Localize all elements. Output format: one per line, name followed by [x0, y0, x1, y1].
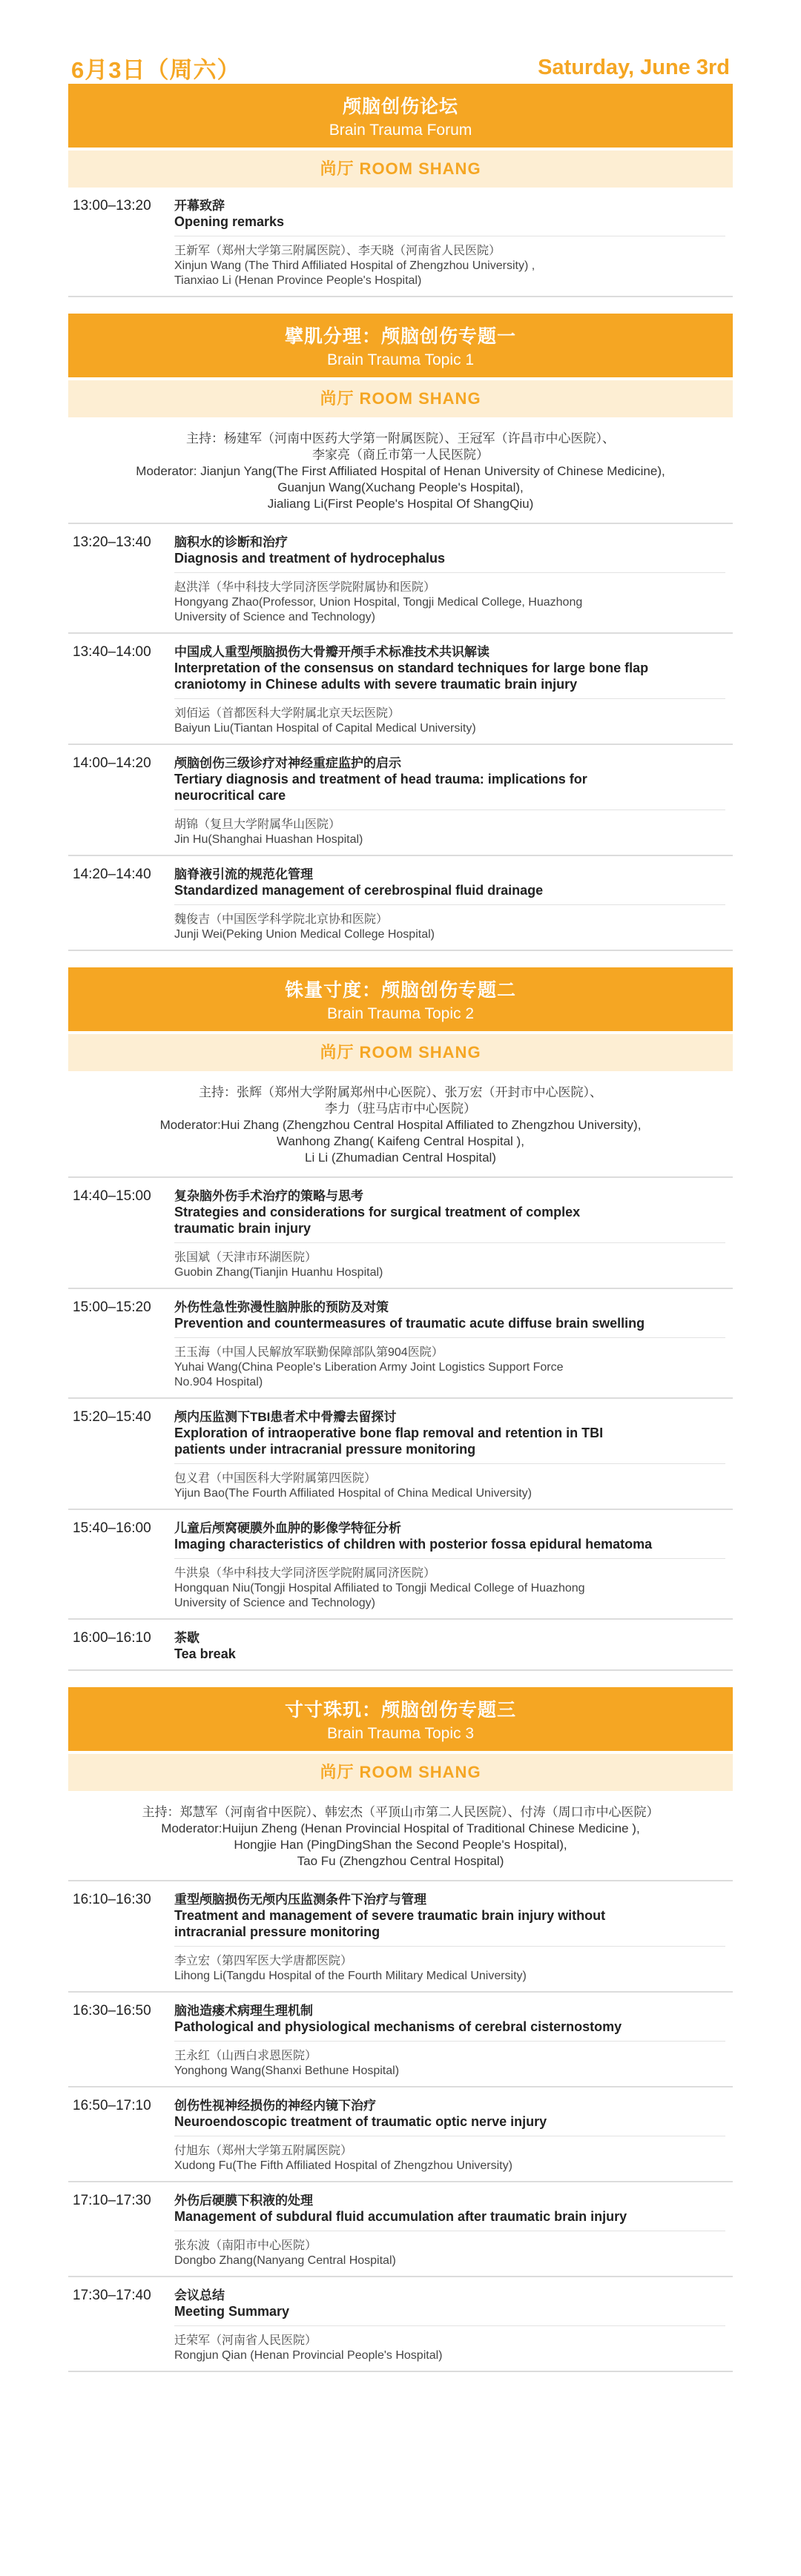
schedule-item — [68, 524, 733, 634]
session-time: 16:50–17:10 — [73, 2098, 151, 2113]
forum-room-banner: 尚厅 ROOM SHANG — [68, 150, 733, 188]
session-title-en: Tea break — [174, 1646, 236, 1661]
session-title-en: Pathological and physiological mechanisms of cerebral cisternostomy — [174, 2019, 622, 2034]
forum-title-zh: 颅脑创伤论坛 — [342, 96, 458, 117]
schedule-item — [68, 1993, 733, 2087]
schedule-item — [68, 1399, 733, 1510]
topic2-title-zh: 铢量寸度：颅脑创伤专题二 — [284, 980, 516, 1001]
date-chinese: 6月3日（周六） — [71, 56, 241, 83]
session-title-zh: 复杂脑外伤手术治疗的策略与思考 — [174, 1189, 363, 1203]
session-speakers: 赵洪洋（华中科技大学同济医学院附属协和医院） Hongyang Zhao(Professor, Union Hospital, Tongji Medical College, Huazhong University of Science and Technology) — [174, 572, 725, 625]
topic1-title-en: Brain Trauma Topic 1 — [326, 351, 475, 368]
session-speakers: 张东波（南阳市中心医院） Dongbo Zhang(Nanyang Central Hospital) — [174, 2231, 725, 2268]
session-time: 15:40–16:00 — [73, 1520, 151, 1536]
session-title-zh: 开幕致辞 — [174, 199, 225, 213]
schedule-item — [68, 745, 733, 856]
session-speakers: 付旭东（郑州大学第五附属医院） Xudong Fu(The Fifth Affiliated Hospital of Zhengzhou University) — [174, 2136, 725, 2173]
date-row — [71, 50, 730, 85]
topic3-header — [68, 1687, 733, 1751]
topic1-header — [68, 314, 733, 377]
session-body — [174, 534, 733, 625]
session-time: 13:00–13:20 — [73, 198, 151, 213]
session-title-zh: 会议总结 — [174, 2288, 225, 2302]
topic2-moderators: 主持：张辉（郑州大学附属郑州中心医院）、张万宏（开封市中心医院）、 李力（驻马店市中心医院） Moderator:Hui Zhang (Zhengzhou Central Hospital Affiliated to Zhengzhou University), Wanhong Zhang( Kaifeng Central Hospital ), Li Li (Zhumadian Central Hospital) — [68, 1071, 733, 1178]
schedule-item — [68, 188, 733, 297]
session-body — [174, 2288, 733, 2363]
schedule-item — [68, 1178, 733, 1289]
session-title-zh: 外伤后硬膜下积液的处理 — [174, 2193, 313, 2208]
session-time: 16:10–16:30 — [73, 1892, 151, 1907]
topic3-title-en: Brain Trauma Topic 3 — [326, 1725, 475, 1742]
topic3-items — [68, 1881, 733, 2372]
topic1-title-zh: 擘肌分理：颅脑创伤专题一 — [284, 326, 516, 347]
session-speakers: 王新军（郑州大学第三附属医院）、李天晓（河南省人民医院） Xinjun Wang (The Third Affiliated Hospital of Zhengzhou University) , Tianxiao Li (Henan Province People's Hospital) — [174, 236, 725, 288]
session-title-en: Standardized management of cerebrospinal fluid drainage — [174, 883, 544, 898]
session-title-en: Imaging characteristics of children with posterior fossa epidural hematoma — [174, 1537, 653, 1552]
session-time: 14:40–15:00 — [73, 1188, 151, 1204]
schedule-item — [68, 1620, 733, 1671]
session-speakers: 李立宏（第四军医大学唐都医院） Lihong Li(Tangdu Hospital of the Fourth Military Medical University) — [174, 1946, 725, 1984]
session-body — [174, 755, 733, 847]
session-speakers: 张国斌（天津市环湖医院） Guobin Zhang(Tianjin Huanhu Hospital) — [174, 1242, 725, 1280]
session-body — [174, 1630, 733, 1662]
session-title-zh: 脑积水的诊断和治疗 — [174, 535, 288, 549]
session-time: 16:00–16:10 — [73, 1630, 151, 1646]
topic2-items — [68, 1178, 733, 1671]
topic1-items — [68, 524, 733, 951]
program-schedule — [68, 84, 733, 2372]
session-title-zh: 儿童后颅窝硬膜外血肿的影像学特征分析 — [174, 1521, 401, 1535]
session-title-en: Treatment and management of severe traumatic brain injury without intracranial pressure monitoring — [174, 1908, 606, 1939]
schedule-item — [68, 2277, 733, 2372]
session-speakers: 胡锦（复旦大学附属华山医院） Jin Hu(Shanghai Huashan Hospital) — [174, 809, 725, 847]
session-body — [174, 2098, 733, 2173]
session-body — [174, 1892, 733, 1984]
session-title-zh: 脑池造瘘术病理生理机制 — [174, 2004, 313, 2018]
schedule-item — [68, 856, 733, 951]
date-english: Saturday, June 3rd — [538, 55, 730, 79]
session-speakers: 王玉海（中国人民解放军联勤保障部队第904医院） Yuhai Wang(China People's Liberation Army Joint Logistics Support Force No.904 Hospital) — [174, 1337, 725, 1390]
session-time: 14:20–14:40 — [73, 867, 151, 882]
session-body — [174, 1188, 733, 1280]
session-body — [174, 198, 733, 288]
session-title-en: Prevention and countermeasures of traumatic acute diffuse brain swelling — [174, 1316, 645, 1331]
session-time: 13:40–14:00 — [73, 644, 151, 660]
session-title-en: Diagnosis and treatment of hydrocephalus — [174, 551, 446, 566]
topic2-header — [68, 967, 733, 1031]
forum-title-en: Brain Trauma Forum — [329, 122, 472, 139]
session-speakers: 迁荣军（河南省人民医院） Rongjun Qian (Henan Provincial People's Hospital) — [174, 2325, 725, 2363]
topic2-room-banner: 尚厅 ROOM SHANG — [68, 1034, 733, 1071]
session-time: 13:20–13:40 — [73, 534, 151, 550]
session-body — [174, 1520, 733, 1611]
session-title-zh: 脑脊液引流的规范化管理 — [174, 867, 313, 881]
session-title-zh: 中国成人重型颅脑损伤大骨瓣开颅手术标准技术共识解读 — [174, 645, 490, 659]
topic3-title-zh: 寸寸珠玑：颅脑创伤专题三 — [284, 1700, 516, 1721]
session-time: 15:20–15:40 — [73, 1409, 151, 1425]
schedule-item — [68, 2182, 733, 2277]
session-speakers: 包义君（中国医科大学附属第四医院） Yijun Bao(The Fourth Affiliated Hospital of China Medical University) — [174, 1463, 725, 1501]
topic1-room-banner: 尚厅 ROOM SHANG — [68, 380, 733, 417]
session-title-en: Interpretation of the consensus on standard techniques for large bone flap craniotomy in Chinese adults with severe traumatic brain injury — [174, 660, 649, 692]
session-title-en: Exploration of intraoperative bone flap removal and retention in TBI patients under intracranial pressure monitoring — [174, 1426, 604, 1457]
session-body — [174, 644, 733, 736]
session-body — [174, 1299, 733, 1390]
session-body — [174, 867, 733, 942]
session-body — [174, 2193, 733, 2268]
session-time: 14:00–14:20 — [73, 755, 151, 771]
schedule-item — [68, 1881, 733, 1993]
session-body — [174, 2003, 733, 2079]
session-title-zh: 颅内压监测下TBI患者术中骨瓣去留探讨 — [174, 1410, 397, 1424]
session-title-zh: 外伤性急性弥漫性脑肿胀的预防及对策 — [174, 1300, 389, 1314]
session-time: 17:10–17:30 — [73, 2193, 151, 2208]
schedule-item — [68, 1510, 733, 1620]
session-speakers: 王永红（山西白求恩医院） Yonghong Wang(Shanxi Bethune Hospital) — [174, 2041, 725, 2079]
schedule-item — [68, 2087, 733, 2182]
topic1-moderators: 主持：杨建军（河南中医药大学第一附属医院）、王冠军（许昌市中心医院）、 李家亮（商丘市第一人民医院） Moderator: Jianjun Yang(The First Affiliated Hospital of Henan University of Chinese Medicine), Guanjun Wang(Xuchang People's Hospital), Jialiang Li(First People's Hospital Of ShangQiu) — [68, 417, 733, 524]
session-title-en: Management of subdural fluid accumulation after traumatic brain injury — [174, 2209, 627, 2224]
session-time: 15:00–15:20 — [73, 1299, 151, 1315]
session-title-en: Opening remarks — [174, 214, 285, 229]
topic3-room-banner: 尚厅 ROOM SHANG — [68, 1754, 733, 1791]
topic2-title-en: Brain Trauma Topic 2 — [326, 1005, 475, 1022]
session-title-en: Strategies and considerations for surgical treatment of complex traumatic brain injury — [174, 1205, 581, 1236]
session-title-en: Tertiary diagnosis and treatment of head trauma: implications for neurocritical care — [174, 772, 587, 803]
session-time: 17:30–17:40 — [73, 2288, 151, 2303]
session-speakers: 牛洪泉（华中科技大学同济医学院附属同济医院） Hongquan Niu(Tongji Hospital Affiliated to Tongji Medical College of Huazhong University of Science and Technology) — [174, 1558, 725, 1611]
session-title-en: Meeting Summary — [174, 2304, 290, 2319]
topic3-moderators: 主持：郑慧军（河南省中医院）、韩宏杰（平顶山市第二人民医院）、付涛（周口市中心医院） Moderator:Huijun Zheng (Henan Provincial Hospital of Traditional Chinese Medicine ), Hongjie Han (PingDingShan the Second People's Hospital), Tao Fu (Zhengzhou Central Hospital) — [68, 1791, 733, 1881]
schedule-item — [68, 1289, 733, 1399]
session-body — [174, 1409, 733, 1501]
session-title-zh: 创伤性视神经损伤的神经内镜下治疗 — [174, 2099, 376, 2113]
schedule-item — [68, 634, 733, 745]
session-title-zh: 颅脑创伤三级诊疗对神经重症监护的启示 — [174, 756, 401, 770]
session-time: 16:30–16:50 — [73, 2003, 151, 2019]
session-title-zh: 茶歇 — [174, 1631, 200, 1645]
session-title-zh: 重型颅脑损伤无颅内压监测条件下治疗与管理 — [174, 1893, 426, 1907]
session-speakers: 刘佰运（首都医科大学附属北京天坛医院） Baiyun Liu(Tiantan Hospital of Capital Medical University) — [174, 698, 725, 736]
session-speakers: 魏俊吉（中国医学科学院北京协和医院） Junji Wei(Peking Union Medical College Hospital) — [174, 904, 725, 942]
session-title-en: Neuroendoscopic treatment of traumatic optic nerve injury — [174, 2114, 547, 2129]
forum-header — [68, 84, 733, 148]
